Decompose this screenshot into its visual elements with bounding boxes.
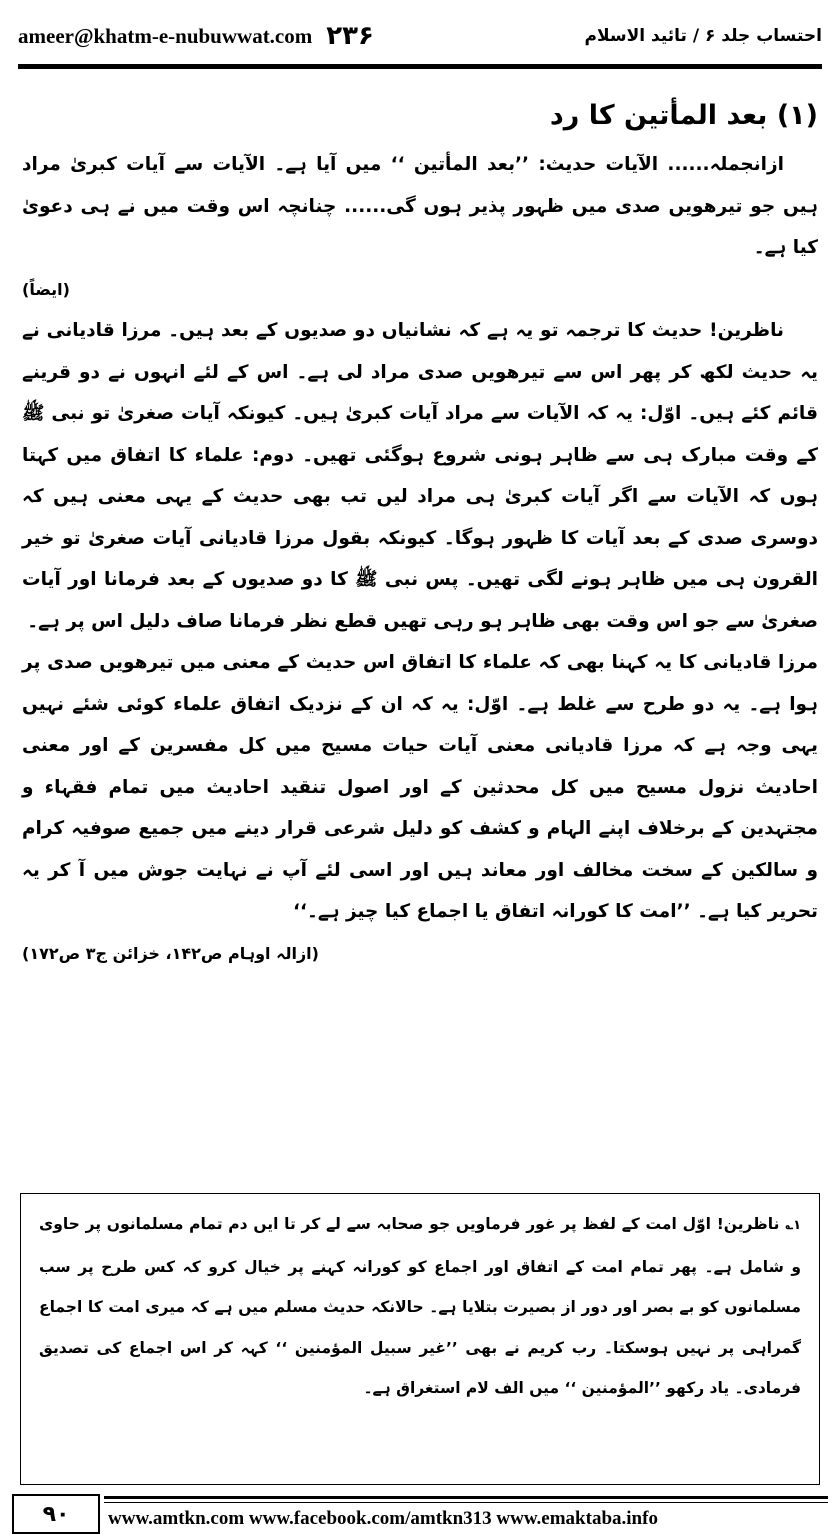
paragraph-2: ناظرین! حدیث کا ترجمہ تو یہ ہے کہ نشانیاں دو صدیوں کے بعد ہیں۔ مرزا قادیانی نے یہ حدیث لکھ کر پھر اس سے تیرھویں صدی مراد لی ہے۔ اس کے لئے انہوں نے دو قرینے قائم کئے ہیں۔ اوّل: یہ کہ الآیات سے مراد آیات کبریٰ ہیں۔ کیونکہ آیات صغریٰ تو نبی ﷺ کے وقت مبارک ہی سے ظاہر ہونی شروع ہوگئی تھیں۔ دوم: علماء کا اتفاق میں کہتا ہوں کہ الآیات سے اگر آیات کبریٰ ہی مراد لیں تب بھی حدیث کے یہی معنی ہیں کہ دوسری صدی کے بعد آیات کا ظہور ہوگا۔ کیونکہ بقول مرزا قادیانی آیات صغریٰ تو خیر القرون ہی میں ظاہر ہونے لگی تھیں۔ پس نبی ﷺ کا دو صدیوں کے بعد فرمانا اور آیات صغریٰ سے جو اس وقت بھی ظاہر ہو رہی تھیں قطع نظر فرمانا صاف دلیل اس پر ہے۔ bbox=[22, 320, 818, 632]
footnote-text: ناظرین! اوّل امت کے لفظ پر غور فرماویں جو صحابہ سے لے کر تا ایں دم تمام مسلمانوں پر حاوی و شامل ہے۔ پھر تمام امت کے اتفاق اور اجماع کو کورانہ کہنے پر خیال کرو کہ کس طرح پر سب مسلمانوں کو بے بصر اور دور از بصیرت بتلایا ہے۔ حالانکہ حدیث مسلم میں ہے کہ میری امت کا اجماع گمراہی پر نہیں ہوسکتا۔ رب کریم نے بھی ’’غیر سبیل المؤمنین ‘‘ کہہ کر اس اجماع کی تصدیق فرمادی۔ یاد رکھو ’’المؤمنین ‘‘ میں الف لام استغراق ہے۔ bbox=[39, 1215, 801, 1397]
paragraph-3: مرزا قادیانی کا یہ کہنا بھی کہ علماء کا اتفاق اس حدیث کے معنی میں تیرھویں صدی پر ہوا ہے۔ یہ دو طرح سے غلط ہے۔ اوّل: یہ کہ ان کے نزدیک اتفاق علماء کوئی شئے نہیں یہی وجہ ہے کہ مرزا قادیانی معنی آیات حیات مسیح میں کل مفسرین کے اور معنی احادیث نزول مسیح میں کل محدثین کے اور اصول تنقید احادیث میں تمام فقہاء و مجتہدین کے برخلاف اپنے الہام و کشف کو دلیل شرعی قرار دینے میں جمیع صوفیہ کرام و سالکین کے سخت مخالف اور معاند ہیں اور اسی لئے آپ نے نہایت جوش میں آ کر یہ تحریر کیا ہے۔ ’’امت کا کورانہ اتفاق یا اجماع کیا چیز ہے۔‘‘ bbox=[22, 652, 818, 922]
header-email: ameer@khatm-e-nubuwwat.com bbox=[18, 23, 313, 48]
header-page-number: ۲۳۶ bbox=[326, 21, 374, 51]
footnote-marker: ۱؎ bbox=[785, 1218, 801, 1233]
reference-izala: (ازالہ اوہام ص۱۴۲، خزائن ج۳ ص۱۷۲) bbox=[22, 943, 319, 963]
main-text bbox=[22, 80, 818, 974]
footer-links: www.amtkn.com www.facebook.com/amtkn313 www.emaktaba.info bbox=[108, 1508, 658, 1529]
paragraph-1: ازانجملہ...... الآیات حدیث: ’’بعد المأتین ‘‘ میں آیا ہے۔ الآیات سے آیات کبریٰ مراد ہیں جو تیرھویں صدی میں ظہور پذیر ہوں گی...... چنانچہ اس وقت میں نے ہی دعویٰ کیا ہے۔ bbox=[22, 154, 818, 258]
footnote-box bbox=[20, 1193, 820, 1485]
header-left bbox=[18, 21, 374, 51]
ref-line-ibid bbox=[22, 269, 818, 311]
header-book-title: احتساب جلد ۶ / تائید الاسلام bbox=[584, 26, 822, 46]
page-header bbox=[18, 14, 822, 58]
ref-line-izala bbox=[22, 933, 818, 975]
section-heading: (۱) بعد المأتین کا رد bbox=[549, 100, 818, 131]
page-footer bbox=[12, 1494, 828, 1534]
footer-rule-thick bbox=[104, 1496, 828, 1499]
header-rule bbox=[18, 64, 822, 69]
footer-rule-thin bbox=[104, 1502, 828, 1503]
footer-page-number: ۹۰ bbox=[12, 1494, 100, 1534]
reference-ibid: (ایضاً) bbox=[22, 279, 70, 299]
